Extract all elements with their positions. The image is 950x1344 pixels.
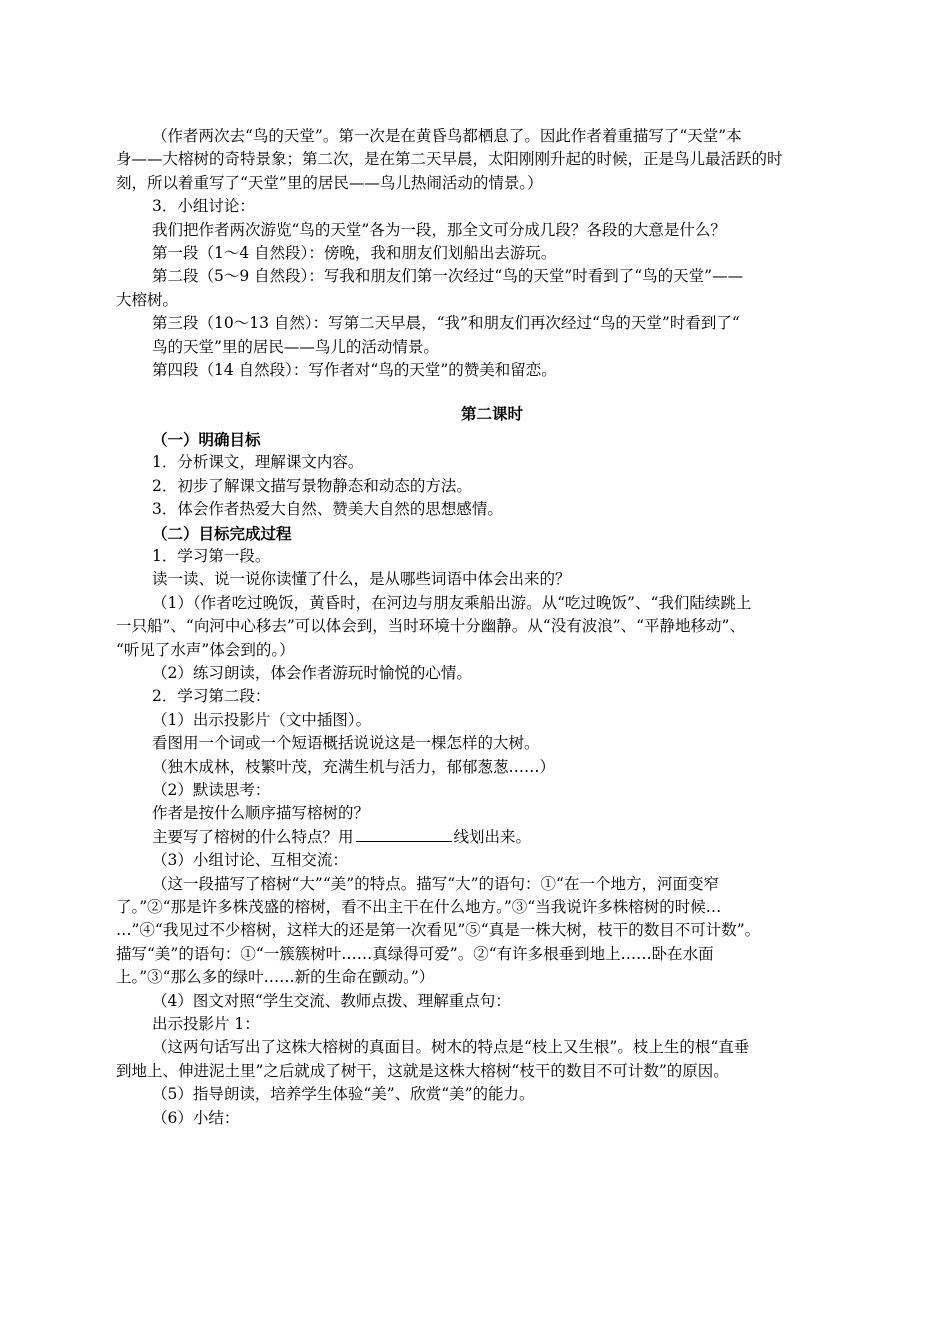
paragraph-line: （这一段描写了榕树“大”“美”的特点。描写“大”的语句：①“在一个地方，河面变窄	[152, 874, 719, 893]
section-heading: 第二课时	[460, 404, 523, 424]
paragraph-line: （5）指导朗读，培养学生体验“美”、欣赏“美”的能力。	[152, 1085, 535, 1104]
paragraph-line: （3）小组讨论、互相交流：	[152, 851, 348, 870]
paragraph-line: 鸟的天堂”里的居民——鸟儿的活动情景。	[152, 337, 439, 356]
paragraph-line: 到地上、伸进泥土里”之后就成了树干，这就是这株大榕树“枝干的数目不可计数”的原因。	[116, 1061, 729, 1080]
list-item: 1．学习第一段。	[152, 546, 271, 565]
paragraph-line: 读一读、说一说你读懂了什么，是从哪些词语中体会出来的？	[152, 570, 571, 589]
paragraph-line: （4）图文对照“学生交流、教师点拨、理解重点句：	[152, 991, 511, 1010]
paragraph-line: 第三段（10～13 自然）：写第二天早晨，“我”和朋友们再次经过“鸟的天堂”时看到了“	[152, 314, 740, 333]
paragraph-line: （1）出示投影片（文中插图）。	[152, 710, 372, 729]
paragraph-line: 看图用一个词或一个短语概括说说这是一棵怎样的大树。	[152, 734, 540, 753]
paragraph-line: 作者是按什么顺序描写榕树的？	[152, 804, 370, 823]
paragraph-line	[116, 826, 836, 849]
paragraph-line: （作者两次去“鸟的天堂”。第一次是在黄昏鸟都栖息了。因此作者着重描写了“天堂”本	[152, 127, 742, 145]
paragraph-line: …”④“我见过不少榕树，这样大的还是第一次看见”⑤“真是一株大树，枝干的数目不可计数”。	[116, 921, 761, 940]
paragraph-line: （1）（作者吃过晚饭，黄昏时，在河边与朋友乘船出游。从“吃过晚饭”、“我们陆续跳上	[152, 593, 752, 612]
paragraph-line: 一只船”、“向河中心移去”可以体会到，当时环境十分幽静。从“没有波浪”、“平静地移动”、	[116, 617, 745, 636]
paragraph-line: （2）练习朗读，体会作者游玩时愉悦的心情。	[152, 663, 472, 682]
paragraph-line: 第二段（5～9 自然段）：写我和朋友们第一次经过“鸟的天堂”时看到了“鸟的天堂”——	[152, 267, 744, 286]
paragraph-line: （独木成林，枝繁叶茂，充满生机与活力，郁郁葱葱……）	[152, 757, 556, 776]
subsection-title: （二）目标完成过程	[152, 523, 292, 543]
paragraph-line: 我们把作者两次游览“鸟的天堂”各为一段，那全文可分成几段？各段的大意是什么？	[152, 220, 726, 239]
paragraph-line: 大榕树。	[116, 290, 179, 309]
list-item: 2．学习第二段：	[152, 687, 271, 706]
paragraph-line: 上。”③“那么多的绿叶……新的生命在颤动。”）	[116, 968, 435, 987]
document-page	[116, 125, 836, 1130]
paragraph-line: 第四段（14 自然段）：写作者对“鸟的天堂”的赞美和留恋。	[152, 361, 557, 380]
paragraph-line: （这两句话写出了这株大榕树的真面目。树木的特点是“枝上又生根”。枝上生的根“直垂	[152, 1038, 750, 1057]
paragraph-line: 了。”②“那是许多株茂盛的榕树，看不出主干在什么地方。”③“当我说许多株榕树的时候…	[116, 898, 722, 916]
paragraph-line: （6）小结：	[152, 1108, 240, 1127]
paragraph-line: “听见了水声”体会到的。）	[116, 640, 295, 659]
paragraph-line: 刻，所以着重写了“天堂”里的居民——鸟儿热闹活动的情景。）	[116, 173, 543, 192]
subsection-title: （一）明确目标	[152, 429, 261, 449]
list-item: 3．体会作者热爱大自然、赞美大自然的思想感情。	[152, 500, 503, 519]
paragraph-line: 出示投影片 1：	[152, 1015, 260, 1034]
paragraph-line: 描写“美”的语句：①“一簇簇树叶……真绿得可爱”。②“有许多根垂到地上……卧在水面	[116, 944, 714, 963]
list-item: 3．小组讨论：	[152, 197, 255, 216]
paragraph-line: 身——大榕树的奇特景象；第二次，是在第二天早晨，太阳刚刚升起的时候，正是鸟儿最活跃的时	[116, 150, 783, 169]
text-segment: 主要写了榕树的什么特点？用	[152, 827, 354, 846]
paragraph-line: 第一段（1～4 自然段）：傍晚，我和朋友们划船出去游玩。	[152, 244, 557, 263]
paragraph-line: （2）默读思考：	[152, 780, 271, 799]
list-item: 2．初步了解课文描写景物静态和动态的方法。	[152, 476, 472, 495]
fill-in-blank	[356, 827, 452, 842]
text-segment: 线划出来。	[453, 827, 532, 846]
list-item: 1．分析课文，理解课文内容。	[152, 453, 364, 472]
